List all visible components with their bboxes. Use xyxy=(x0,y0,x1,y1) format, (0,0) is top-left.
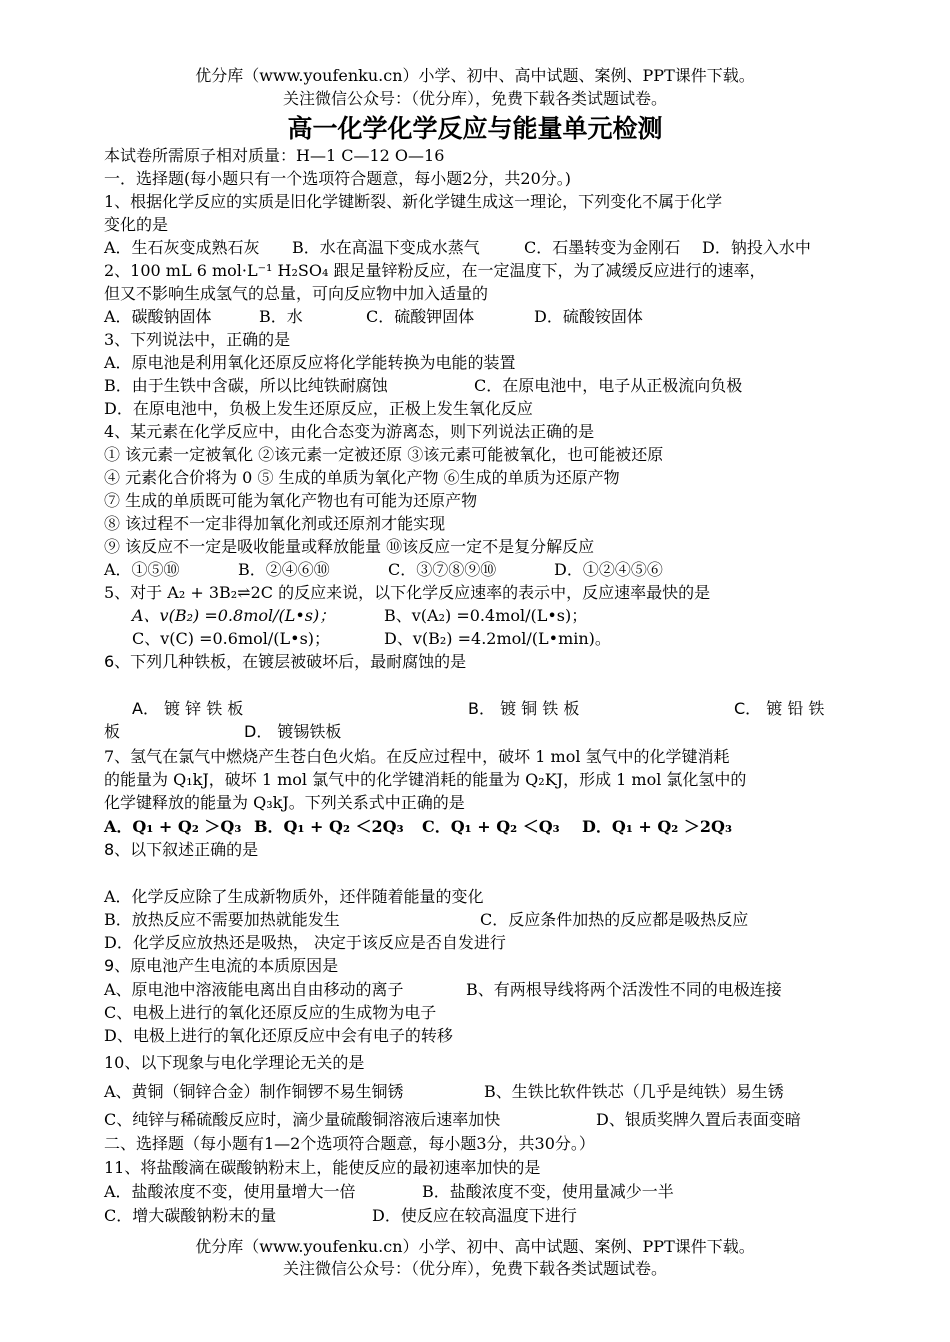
q5-stem: 5、对于 A₂ + 3B₂⇌2C 的反应来说，以下化学反应速率的表示中，反应速率最快的是 xyxy=(104,583,711,602)
footer-line-1: 优分库（www.youfenku.cn）小学、初中、高中试题、案例、PPT课件下载。 xyxy=(195,1237,755,1256)
q8-option-a: A．化学反应除了生成新物质外，还伴随着能量的变化 xyxy=(104,887,484,906)
q7-option-c: C．Q₁ + Q₂ ＜Q₃ xyxy=(422,817,560,836)
q7-stem-line-1: 7、氢气在氯气中燃烧产生苍白色火焰。在反应过程中，破坏 1 mol 氢气中的化学键消耗 xyxy=(104,747,730,766)
q5-option-d: D、v(B₂) =4.2mol/(L•min)。 xyxy=(384,629,611,648)
q2-stem-line-2: 但又不影响生成氢气的总量，可向反应物中加入适量的 xyxy=(104,284,489,303)
section-1-heading: 一．选择题(每小题只有一个选项符合题意，每小题2分，共20分。) xyxy=(104,169,572,188)
q1-option-c: C．石墨转变为金刚石 xyxy=(524,238,681,257)
q4-statement-3: ⑦ 生成的单质既可能为氧化产物也有可能为还原产物 xyxy=(104,491,478,510)
q5-option-b: B、v(A₂) =0.4mol/(L•s)； xyxy=(384,606,588,625)
q4-option-b: B．②④⑥⑩ xyxy=(238,560,330,579)
q3-option-a: A．原电池是利用氧化还原反应将化学能转换为电能的装置 xyxy=(104,353,516,372)
section-2-heading: 二、选择题（每小题有1—2个选项符合题意，每小题3分，共30分。） xyxy=(104,1134,595,1153)
header-line-1: 优分库（www.youfenku.cn）小学、初中、高中试题、案例、PPT课件下载。 xyxy=(195,66,755,85)
q3-stem: 3、下列说法中，正确的是 xyxy=(104,330,291,349)
q1-option-d: D．钠投入水中 xyxy=(702,238,811,257)
q8-option-c: C．反应条件加热的反应都是吸热反应 xyxy=(480,910,749,929)
q6-stem: 6、下列几种铁板，在镀层被破坏后，最耐腐蚀的是 xyxy=(104,652,467,671)
q8-stem: 8、以下叙述正确的是 xyxy=(104,840,259,859)
q11-option-b: B．盐酸浓度不变，使用量减少一半 xyxy=(422,1182,674,1201)
q4-statement-5: ⑨ 该反应不一定是吸收能量或释放能量 ⑩该反应一定不是复分解反应 xyxy=(104,537,595,556)
q11-option-a: A．盐酸浓度不变，使用量增大一倍 xyxy=(104,1182,356,1201)
q10-stem: 10、以下现象与电化学理论无关的是 xyxy=(104,1053,365,1072)
q8-option-b: B．放热反应不需要加热就能发生 xyxy=(104,910,340,929)
q2-stem-line-1: 2、100 mL 6 mol·L⁻¹ H₂SO₄ 跟足量锌粉反应，在一定温度下，为了减缓反应进行的速率， xyxy=(104,261,766,280)
q10-option-a: A、黄铜（铜锌合金）制作铜锣不易生铜锈 xyxy=(104,1082,404,1101)
q4-statement-4: ⑧ 该过程不一定非得加氧化剂或还原剂才能实现 xyxy=(104,514,446,533)
q3-option-b: B．由于生铁中含碳，所以比纯铁耐腐蚀 xyxy=(104,376,388,395)
q7-option-b: B．Q₁ + Q₂ ＜2Q₃ xyxy=(254,817,404,836)
q2-option-d: D．硫酸铵固体 xyxy=(534,307,643,326)
q3-option-d: D．在原电池中，负极上发生还原反应，正极上发生氧化反应 xyxy=(104,399,533,418)
footer-line-2: 关注微信公众号：（优分库），免费下载各类试题试卷。 xyxy=(282,1259,667,1278)
q7-stem-line-3: 化学键释放的能量为 Q₃kJ。下列关系式中正确的是 xyxy=(104,793,465,812)
q7-option-d: D．Q₁ + Q₂ ＞2Q₃ xyxy=(582,817,732,836)
q7-stem-line-2: 的能量为 Q₁kJ，破坏 1 mol 氯气中的化学键消耗的能量为 Q₂KJ，形成 1 mol 氯化氢中的 xyxy=(104,770,747,789)
q5-option-a: A、v(B₂) =0.8mol/(L•s)； xyxy=(132,606,336,625)
header-line-2: 关注微信公众号：（优分库），免费下载各类试题试卷。 xyxy=(282,89,667,108)
q2-option-b: B．水 xyxy=(259,307,303,326)
q8-option-d: D．化学反应放热还是吸热， 决定于该反应是否自发进行 xyxy=(104,933,506,952)
q1-stem-line-2: 变化的是 xyxy=(104,215,169,234)
q10-option-b: B、生铁比软件铁芯（几乎是纯铁）易生锈 xyxy=(484,1082,784,1101)
q9-option-d: D、电极上进行的氧化还原反应中会有电子的转移 xyxy=(104,1026,453,1045)
q9-option-b: B、有两根导线将两个活泼性不同的电极连接 xyxy=(466,980,782,999)
q11-stem: 11、将盐酸滴在碳酸钠粉末上，能使反应的最初速率加快的是 xyxy=(104,1158,541,1177)
q6-option-b: B． 镀 铜 铁 板 xyxy=(468,699,580,718)
q3-option-c: C．在原电池中，电子从正极流向负极 xyxy=(474,376,743,395)
q10-option-d: D、银质奖牌久置后表面变暗 xyxy=(596,1110,801,1129)
q11-option-d: D．使反应在较高温度下进行 xyxy=(372,1206,577,1225)
q9-stem: 9、原电池产生电流的本质原因是 xyxy=(104,956,339,975)
q1-stem-line-1: 1、根据化学反应的实质是旧化学键断裂、新化学键生成这一理论，下列变化不属于化学 xyxy=(104,192,723,211)
q6-option-c-continued: 板 xyxy=(104,722,121,741)
q4-statement-2: ④ 元素化合价将为 0 ⑤ 生成的单质为氧化产物 ⑥生成的单质为还原产物 xyxy=(104,468,620,487)
atomic-masses-note: 本试卷所需原子相对质量：H—1 C—12 O—16 xyxy=(104,146,445,165)
q2-option-a: A．碳酸钠固体 xyxy=(104,307,212,326)
q9-option-a: A、原电池中溶液能电离出自由移动的离子 xyxy=(104,980,404,999)
q6-option-d: D． 镀锡铁板 xyxy=(244,722,342,741)
q6-option-c: C． 镀 铅 铁 xyxy=(734,699,825,718)
q6-option-a: A． 镀 锌 铁 板 xyxy=(132,699,244,718)
q4-option-c: C．③⑦⑧⑨⑩ xyxy=(388,560,497,579)
q5-option-c: C、v(C) =0.6mol/(L•s)； xyxy=(132,629,331,648)
q4-option-d: D．①②④⑤⑥ xyxy=(554,560,663,579)
q1-option-b: B．水在高温下变成水蒸气 xyxy=(292,238,480,257)
q11-option-c: C．增大碳酸钠粉末的量 xyxy=(104,1206,277,1225)
q4-option-a: A．①⑤⑩ xyxy=(104,560,180,579)
q10-option-c: C、纯锌与稀硫酸反应时，滴少量硫酸铜溶液后速率加快 xyxy=(104,1110,501,1129)
q4-stem: 4、某元素在化学反应中，由化合态变为游离态，则下列说法正确的是 xyxy=(104,422,595,441)
q7-option-a: A．Q₁ + Q₂ ＞Q₃ xyxy=(104,817,242,836)
q4-statement-1: ① 该元素一定被氧化 ②该元素一定被还原 ③该元素可能被氧化，也可能被还原 xyxy=(104,445,664,464)
q9-option-c: C、电极上进行的氧化还原反应的生成物为电子 xyxy=(104,1003,437,1022)
q2-option-c: C．硫酸钾固体 xyxy=(366,307,475,326)
page-title: 高一化学化学反应与能量单元检测 xyxy=(287,114,663,143)
q1-option-a: A．生石灰变成熟石灰 xyxy=(104,238,260,257)
